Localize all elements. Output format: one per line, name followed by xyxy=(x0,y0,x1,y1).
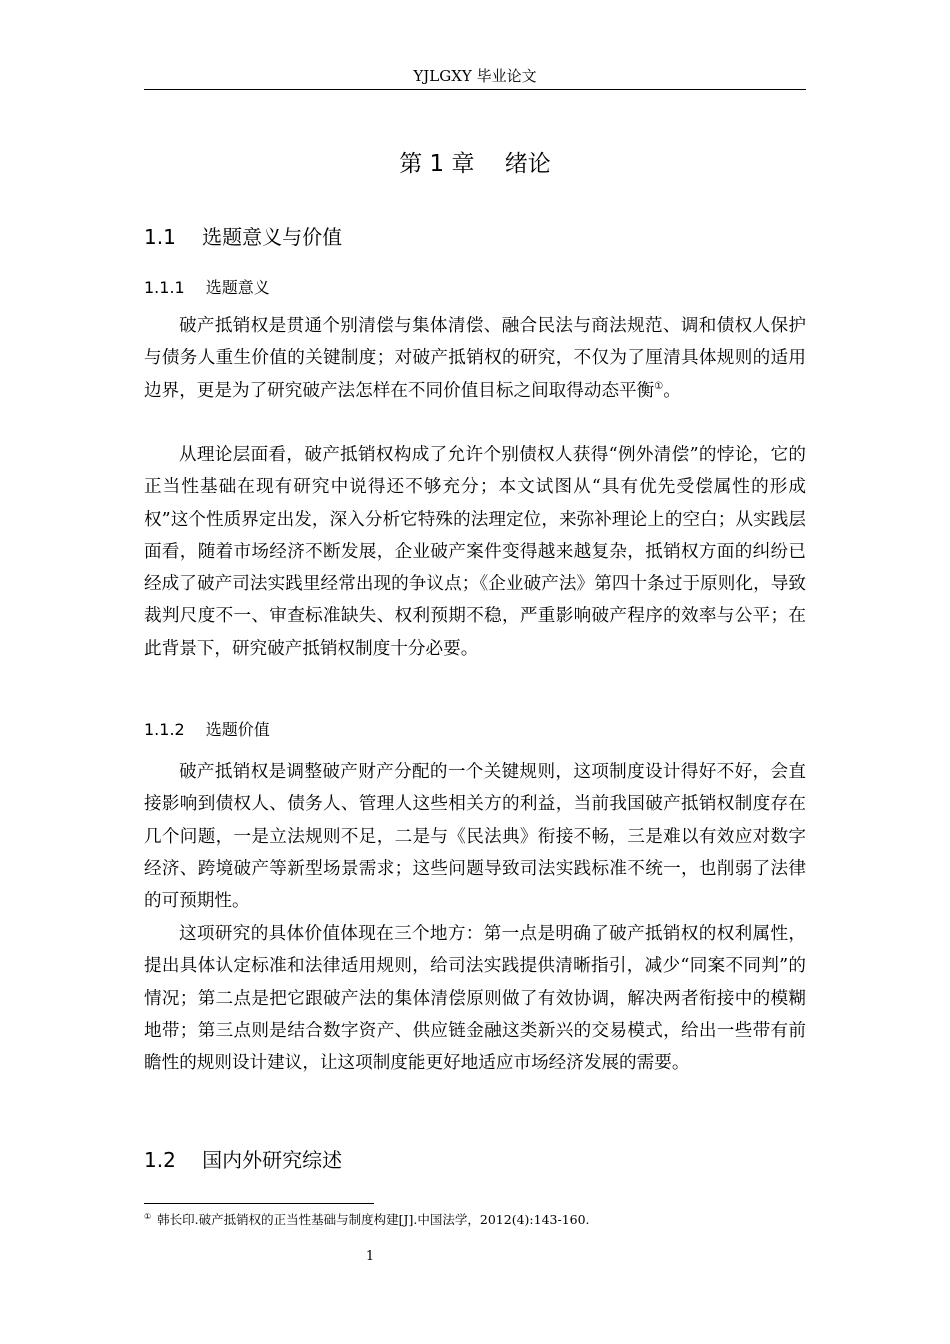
subsection-heading-1-1-1: 1.1.1 选题意义 xyxy=(144,278,270,297)
footnote xyxy=(144,1211,806,1229)
paragraph-value-2: 这项研究的具体价值体现在三个地方：第一点是明确了破产抵销权的权利属性，提出具体认定标准和法律适用规则，给司法实践提供清晰指引，减少“同案不同判”的情况；第二点是把它跟破产法的集体清偿原则做了有效协调，解决两者衔接中的模糊地带；第三点则是结合数字资产、供应链金融这类新兴的交易模式，给出一些带有前瞻性的规则设计建议，让这项制度能更好地适应市场经济发展的需要。 xyxy=(144,924,806,1074)
footnote-marker: ① xyxy=(144,1211,152,1221)
footnote-rule xyxy=(144,1203,374,1204)
chapter-title: 第 1 章 绪论 xyxy=(399,151,551,177)
header-rule xyxy=(144,89,806,90)
paragraph-significance-2: 从理论层面看，破产抵销权构成了允许个别债权人获得“例外清偿”的悖论，它的正当性基础在现有研究中说得还不够充分；本文试图从“具有优先受偿属性的形成权”这个性质界定出发，深入分析它特殊的法理定位，来弥补理论上的空白；从实践层面看，随着市场经济不断发展，企业破产案件变得越来越复杂，抵销权方面的纠纷已经成了破产司法实践里经常出现的争议点；《企业破产法》第四十条过于原则化，导致裁判尺度不一、审查标准缺失、权利预期不稳，严重影响破产程序的效率与公平；在此背景下，研究破产抵销权制度十分必要。 xyxy=(144,445,806,659)
paragraph-tail: 。 xyxy=(663,380,681,401)
running-header: YJLGXY 毕业论文 xyxy=(413,67,537,85)
subsection-heading-1-1-2: 1.1.2 选题价值 xyxy=(144,720,270,739)
page-number: 1 xyxy=(365,1249,375,1264)
paragraph-significance-1 xyxy=(144,310,806,407)
section-heading-1-2: 1.2 国内外研究综述 xyxy=(144,1148,343,1172)
paragraph-text: 破产抵销权是贯通个别清偿与集体清偿、融合民法与商法规范、调和债权人保护与债务人重生价值的关键制度；对破产抵销权的研究，不仅为了厘清具体规则的适用边界，更是为了研究破产法怎样在不同价值目标之间取得动态平衡 xyxy=(144,316,806,401)
paragraph-value-1: 破产抵销权是调整破产财产分配的一个关键规则，这项制度设计得好不好，会直接影响到债权人、债务人、管理人这些相关方的利益，当前我国破产抵销权制度存在几个问题，一是立法规则不足，二是与《民法典》衔接不畅，三是难以有效应对数字经济、跨境破产等新型场景需求；这些问题导致司法实践标准不统一，也削弱了法律的可预期性。 xyxy=(144,762,806,912)
section-heading-1-1: 1.1 选题意义与价值 xyxy=(144,225,343,249)
footnote-marker: ① xyxy=(654,380,664,392)
footnote-text: 韩长印.破产抵销权的正当性基础与制度构建[J].中国法学，2012(4):143-160. xyxy=(157,1212,590,1227)
